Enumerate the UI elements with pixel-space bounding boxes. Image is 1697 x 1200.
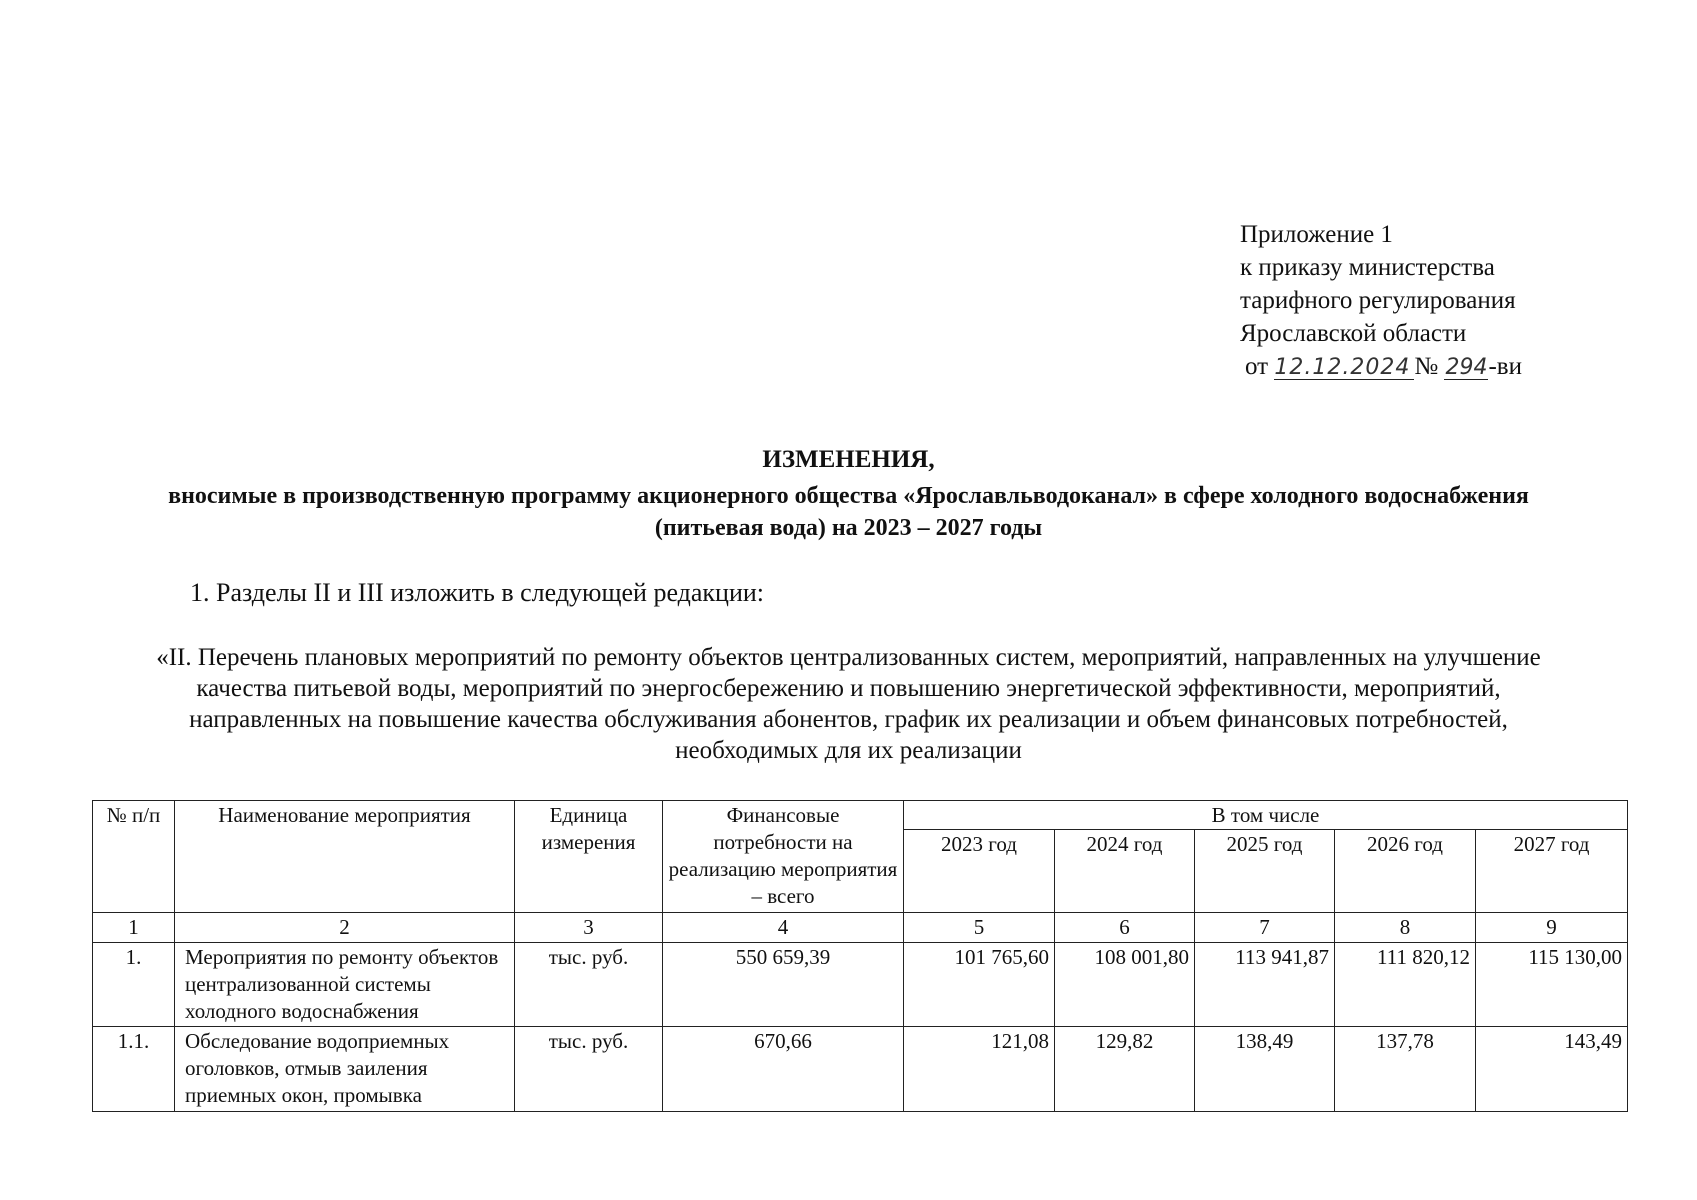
row-2027: 115 130,00 bbox=[1476, 943, 1628, 1027]
handwritten-number: 294 bbox=[1445, 355, 1488, 380]
row-num: 1. bbox=[93, 943, 175, 1027]
row-name: Мероприятия по ремонту объектов централизованной системы холодного водоснабжения bbox=[175, 943, 515, 1027]
row-2023: 101 765,60 bbox=[904, 943, 1055, 1027]
measures-table bbox=[92, 800, 1628, 1112]
header-num: № п/п bbox=[93, 801, 175, 913]
row-total: 670,66 bbox=[663, 1027, 904, 1112]
date-prefix: от bbox=[1245, 353, 1269, 380]
section-title: «II. Перечень плановых мероприятий по ремонту объектов централизованных систем, мероприятий, направленных на улучшение качества питьевой воды, мероприятий по энергосбережению и повышению энергетической эффективности, мероприятий, направленных на повышение качества обслуживания абонентов, график их реализации и объем финансовых потребностей, необходимых для их реализации bbox=[156, 644, 1541, 764]
appendix-line: Приложение 1 bbox=[1240, 221, 1393, 248]
row-name: Обследование водоприемных оголовков, отмыв заиления приемных окон, промывка bbox=[175, 1027, 515, 1112]
col-number: 6 bbox=[1055, 913, 1195, 943]
row-2025: 113 941,87 bbox=[1195, 943, 1335, 1027]
appendix-line: к приказу министерства bbox=[1240, 254, 1495, 281]
number-suffix: -ви bbox=[1488, 353, 1522, 380]
table-row bbox=[93, 1027, 1628, 1112]
header-year-2027: 2027 год bbox=[1476, 830, 1628, 913]
header-year-2025: 2025 год bbox=[1195, 830, 1335, 913]
row-2024: 108 001,80 bbox=[1055, 943, 1195, 1027]
row-2023: 121,08 bbox=[904, 1027, 1055, 1112]
col-number: 3 bbox=[515, 913, 663, 943]
appendix-line: тарифного регулирования bbox=[1240, 287, 1516, 314]
col-number: 8 bbox=[1335, 913, 1476, 943]
table-row bbox=[93, 943, 1628, 1027]
appendix-block bbox=[1240, 218, 1522, 383]
intro-paragraph: 1. Разделы II и III изложить в следующей редакции: bbox=[190, 578, 765, 607]
col-number: 4 bbox=[663, 913, 904, 943]
row-total: 550 659,39 bbox=[663, 943, 904, 1027]
header-row bbox=[93, 801, 1628, 830]
column-numbers-row bbox=[93, 913, 1628, 943]
number-label: № bbox=[1414, 353, 1439, 380]
row-2026: 137,78 bbox=[1335, 1027, 1476, 1112]
row-2024: 129,82 bbox=[1055, 1027, 1195, 1112]
header-year-2024: 2024 год bbox=[1055, 830, 1195, 913]
appendix-line: Ярославской области bbox=[1240, 320, 1467, 347]
row-unit: тыс. руб. bbox=[515, 1027, 663, 1112]
row-2025: 138,49 bbox=[1195, 1027, 1335, 1112]
header-year-2023: 2023 год bbox=[904, 830, 1055, 913]
handwritten-date: 12.12.2024 bbox=[1274, 357, 1414, 380]
appendix-date-line bbox=[1245, 350, 1522, 383]
header-name: Наименование мероприятия bbox=[175, 801, 515, 913]
row-num: 1.1. bbox=[93, 1027, 175, 1112]
col-number: 7 bbox=[1195, 913, 1335, 943]
row-2026: 111 820,12 bbox=[1335, 943, 1476, 1027]
header-year-2026: 2026 год bbox=[1335, 830, 1476, 913]
row-unit: тыс. руб. bbox=[515, 943, 663, 1027]
col-number: 9 bbox=[1476, 913, 1628, 943]
document-subtitle: вносимые в производственную программу акционерного общества «Ярославльводоканал» в сфере холодного водоснабжения (питьевая вода) на 2023 – 2027 годы bbox=[168, 483, 1529, 541]
document-title: ИЗМЕНЕНИЯ, bbox=[762, 446, 935, 473]
header-unit: Единица измерения bbox=[515, 801, 663, 913]
header-including: В том числе bbox=[904, 801, 1628, 830]
col-number: 1 bbox=[93, 913, 175, 943]
col-number: 5 bbox=[904, 913, 1055, 943]
header-finance: Финансовые потребности на реализацию мероприятия – всего bbox=[663, 801, 904, 913]
row-2027: 143,49 bbox=[1476, 1027, 1628, 1112]
col-number: 2 bbox=[175, 913, 515, 943]
